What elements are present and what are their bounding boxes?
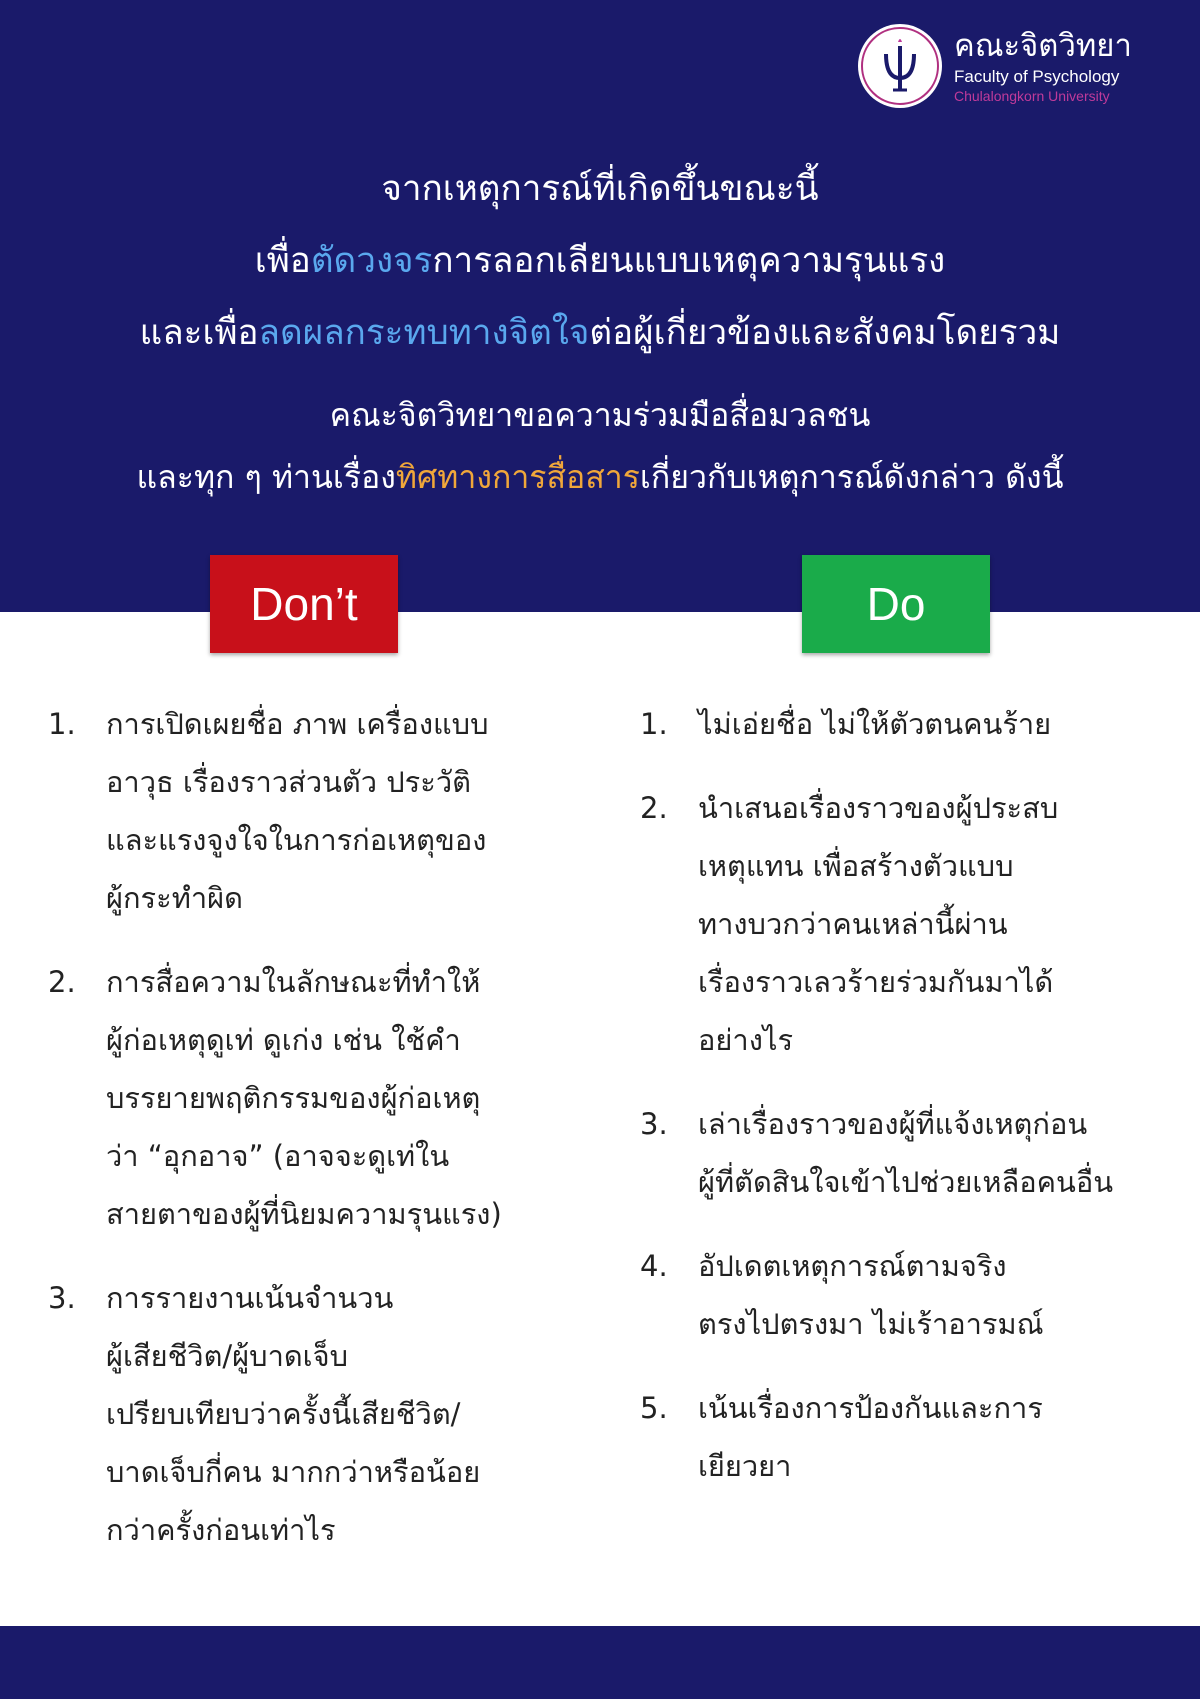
logo-university: Chulalongkorn University xyxy=(954,88,1110,104)
item-line: เน้นเรื่องการป้องกันและการ xyxy=(698,1391,1043,1425)
psi-icon xyxy=(858,24,942,108)
subheadline-line-1: คณะจิตวิทยาขอความร่วมมือสื่อมวลชน xyxy=(329,396,871,434)
item-line: นำเสนอเรื่องราวของผู้ประสบ xyxy=(698,791,1059,825)
item-number: 3. xyxy=(48,1281,76,1315)
item-line: เปรียบเทียบว่าครั้งนี้เสียชีวิต/ xyxy=(106,1397,461,1431)
item-line: เล่าเรื่องราวของผู้ที่แจ้งเหตุก่อน xyxy=(698,1107,1088,1141)
do-list xyxy=(640,695,1180,1521)
item-number: 2. xyxy=(640,791,668,825)
list-item xyxy=(640,695,1180,753)
item-line: การสื่อความในลักษณะที่ทำให้ xyxy=(106,965,481,999)
item-line: ว่า “อุกอาจ” (อาจจะดูเท่ใน xyxy=(106,1139,450,1173)
item-line: เรื่องราวเลวร้ายร่วมกันมาได้ xyxy=(698,965,1054,999)
item-line: ผู้กระทำผิด xyxy=(106,881,243,915)
item-line: อัปเดตเหตุการณ์ตามจริง xyxy=(698,1249,1007,1283)
list-item xyxy=(640,779,1180,1069)
headline-line-3-post: ต่อผู้เกี่ยวข้องและสังคมโดยรวม xyxy=(589,313,1061,353)
headline-highlight-reduce-impact: ลดผลกระทบทางจิตใจ xyxy=(258,313,590,353)
item-line: สายตาของผู้ที่นิยมความรุนแรง) xyxy=(106,1197,502,1231)
item-line: การรายงานเน้นจำนวน xyxy=(106,1281,394,1315)
item-line: เยียวยา xyxy=(698,1449,792,1483)
headline-line-3-pre: และเพื่อ xyxy=(139,313,259,353)
item-line: ผู้ที่ตัดสินใจเข้าไปช่วยเหลือคนอื่น xyxy=(698,1165,1114,1199)
item-line: กว่าครั้งก่อนเท่าไร xyxy=(106,1513,336,1547)
header-banner xyxy=(0,0,1200,612)
footer-bar xyxy=(0,1626,1200,1699)
subheadline xyxy=(40,384,1160,508)
item-line: บาดเจ็บกี่คน มากกว่าหรือน้อย xyxy=(106,1455,481,1489)
dont-label: Don’t xyxy=(210,555,398,653)
headline-line-2-pre: เพื่อ xyxy=(254,241,311,281)
subheadline-highlight-communication: ทิศทางการสื่อสาร xyxy=(395,458,640,496)
item-number: 4. xyxy=(640,1249,668,1283)
subheadline-line-2-pre: และทุก ๆ ท่านเรื่อง xyxy=(136,458,396,496)
headline-line-1: จากเหตุการณ์ที่เกิดขึ้นขณะนี้ xyxy=(381,169,819,209)
subheadline-line-2 xyxy=(40,446,1160,508)
item-line: เหตุแทน เพื่อสร้างตัวแบบ xyxy=(698,849,1014,883)
headline xyxy=(40,153,1160,369)
logo-name-thai: คณะจิตวิทยา xyxy=(954,28,1132,64)
item-number: 1. xyxy=(640,707,668,741)
item-line: ตรงไปตรงมา ไม่เร้าอารมณ์ xyxy=(698,1307,1044,1341)
headline-line-3 xyxy=(40,297,1160,369)
headline-line-2 xyxy=(40,225,1160,297)
list-item xyxy=(640,1379,1180,1495)
dont-list xyxy=(48,695,568,1585)
list-item xyxy=(640,1095,1180,1211)
item-line: ผู้ก่อเหตุดูเท่ ดูเก่ง เช่น ใช้คำ xyxy=(106,1023,461,1057)
item-number: 2. xyxy=(48,965,76,999)
item-line: อาวุธ เรื่องราวส่วนตัว ประวัติ xyxy=(106,765,471,799)
item-line: และแรงจูงใจในการก่อเหตุของ xyxy=(106,823,487,857)
item-number: 1. xyxy=(48,707,76,741)
item-line: ไม่เอ่ยชื่อ ไม่ให้ตัวตนคนร้าย xyxy=(698,707,1052,741)
logo-name-english: Faculty of Psychology xyxy=(954,67,1120,86)
headline-line-2-post: การลอกเลียนแบบเหตุความรุนแรง xyxy=(432,241,946,281)
list-item xyxy=(48,695,568,927)
headline-highlight-cut-cycle: ตัดวงจร xyxy=(310,241,433,281)
item-number: 3. xyxy=(640,1107,668,1141)
faculty-logo xyxy=(858,24,1168,110)
do-label: Do xyxy=(802,555,990,653)
item-line: การเปิดเผยชื่อ ภาพ เครื่องแบบ xyxy=(106,707,489,741)
item-line: ทางบวกว่าคนเหล่านี้ผ่าน xyxy=(698,907,1008,941)
list-item xyxy=(640,1237,1180,1353)
item-line: ผู้เสียชีวิต/ผู้บาดเจ็บ xyxy=(106,1339,348,1373)
list-item xyxy=(48,1269,568,1559)
item-line: บรรยายพฤติกรรมของผู้ก่อเหตุ xyxy=(106,1081,481,1115)
subheadline-line-2-post: เกี่ยวกับเหตุการณ์ดังกล่าว ดังนี้ xyxy=(639,458,1064,496)
item-number: 5. xyxy=(640,1391,668,1425)
logo-text xyxy=(954,26,1168,105)
item-line: อย่างไร xyxy=(698,1023,794,1057)
list-item xyxy=(48,953,568,1243)
